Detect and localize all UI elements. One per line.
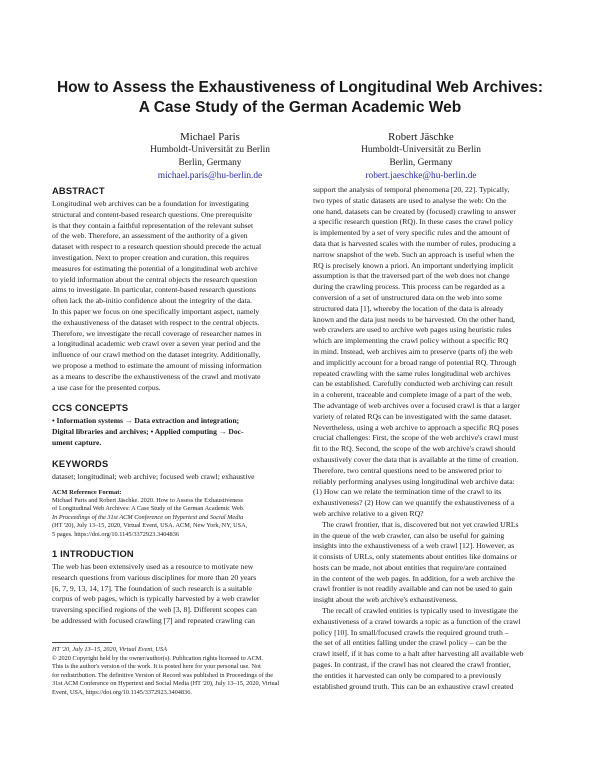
abstract-body	[52, 199, 315, 393]
body-line: (1) How can we relate the termination time of the crawl to its	[313, 487, 502, 497]
body-line: is implemented by a set of very specific rules and the amount of	[313, 228, 510, 238]
body-line: the entities it harvested can only be compared to a previously	[313, 670, 502, 680]
footnote-line: © 2020 Copyright held by the owner/author(s). Publication rights licensed to ACM.	[52, 654, 263, 662]
body-line: conversion of a set of unstructured data on the web into some	[313, 292, 502, 302]
body-line: can be established. Carefully conducted web archiving can result	[313, 379, 513, 389]
body-line: The advantage of web archives over a focused crawl is that a larger	[313, 400, 520, 410]
body-line: in the content of the web pages. In addition, for a web archive the	[313, 573, 515, 583]
right-paragraph-3	[313, 606, 576, 692]
body-line: The recall of crawled entities is typically used to investigate the	[322, 606, 518, 616]
intro-line: research questions from various disciplines for more than 20 years	[52, 572, 257, 582]
body-line: fit to the RQ. Second, the scope of the web archive's crawl should	[313, 444, 516, 454]
author-email[interactable]: robert.jaeschke@hu-berlin.de	[365, 171, 477, 181]
footnote-line: 31st ACM Conference on Hypertext and Social Media (HT '20), July 13–15, 2020, Virtual	[52, 680, 280, 687]
acm-reference-line: (HT '20), July 13–15, 2020, Virtual Event, USA. ACM, New York, NY, USA,	[52, 522, 248, 530]
ccs-line: • Information systems → Data extraction and integration;	[52, 416, 240, 426]
ccs-body	[52, 416, 315, 448]
body-line: known and the data just needs to be harvested. On the other hand,	[313, 314, 515, 324]
introduction-heading: 1 INTRODUCTION	[52, 549, 134, 560]
body-line: in the queue of the web crawler, can also be useful for gaining	[313, 530, 505, 540]
body-line: which are implementing the crawl policy without a specific RQ	[313, 336, 509, 346]
abstract-line: of the web. Therefore, an assessment of the authority of a given	[52, 231, 248, 241]
keywords-heading: KEYWORDS	[52, 458, 109, 469]
abstract-line: Longitudinal web archives can be a foundation for investigating	[52, 199, 249, 208]
body-line: insight about the web archive's exhaustiveness.	[313, 595, 458, 605]
body-line: pages. In contrast, if the crawl has not cleared the crawl frontier,	[313, 660, 511, 670]
acm-reference-line[interactable]: 5 pages. https://doi.org/10.1145/3372923.3404836	[52, 530, 179, 538]
body-line: the set of all entities falling under the crawl policy – can be the	[313, 638, 507, 648]
body-line: The crawl frontier, that is, discovered but not yet crawled URLs	[322, 519, 519, 529]
title-line-2: A Case Study of the German Academic Web	[138, 98, 462, 116]
ccs-line: ument capture.	[52, 437, 102, 447]
body-line: Therefore, two central questions need to be answered prior to	[313, 465, 502, 475]
left-column	[52, 185, 315, 627]
author-block-1	[110, 130, 310, 183]
intro-line: be addressed with focused crawling [7] and repeated crawling can	[52, 616, 255, 626]
abstract-line: to yield information about the central objects the research question	[52, 274, 258, 284]
ccs-heading: CCS CONCEPTS	[52, 403, 129, 414]
abstract-line: the exhaustiveness of the dataset with respect to the central objects.	[52, 317, 260, 327]
body-line: and implicitly account for a broad range of potential RQ. Through	[313, 357, 517, 367]
body-line: variety of related RQs can be investigated with the same dataset.	[313, 411, 512, 421]
body-line: in mind. Instead, web archives aim to preserve (parts of) the web	[313, 346, 513, 356]
body-line: one hand, datasets can be created by (focused) crawling to answer	[313, 206, 516, 216]
author-block-2	[321, 130, 521, 183]
acm-reference-line: of Longitudinal Web Archives: A Case Study of the German Academic Web.	[52, 505, 245, 513]
abstract-line: often lack the ab-initio confidence about the integrity of the data.	[52, 296, 253, 306]
abstract-line: investigation. Next to proper creation and curation, this requires	[52, 252, 249, 262]
body-line: repeated crawling with the same rules longitudinal web archives	[313, 368, 511, 378]
author-affiliation: Humboldt-Universität zu Berlin	[361, 145, 481, 155]
body-line: during the crawling process. This process can be regarded as a	[313, 282, 505, 292]
footnote-line: HT '20, July 13–15, 2020, Virtual Event, USA	[52, 646, 167, 653]
body-line: narrow snapshot of the web. Such an approach is useful when the	[313, 249, 515, 259]
author-affiliation: Humboldt-Universität zu Berlin	[150, 145, 270, 155]
body-line: crucial challenges: First, the scope of the web archive's crawl must	[313, 433, 519, 443]
acm-reference-heading: ACM Reference Format:	[52, 488, 122, 496]
body-line: exhaustively cover the data that is available at the time of creation.	[313, 454, 519, 464]
body-line: it consists of URLs, only statements about entities like domains or	[313, 552, 517, 562]
footnote-line[interactable]: Event, USA, https://doi.org/10.1145/3372923.3404836.	[52, 688, 192, 696]
body-line: support the analysis of temporal phenomena [20, 22]. Typically,	[313, 185, 510, 194]
acm-reference-line: Michael Paris and Robert Jäschke. 2020. How to Assess the Exhaustiveness	[52, 496, 243, 504]
body-line: hosts can be made, not about entities that require/are contained	[313, 562, 507, 572]
body-line: structured data [1], whereby the location of the data is already	[313, 303, 504, 313]
body-line: two types of static datasets are used to analyse the web: On the	[313, 195, 507, 205]
abstract-line: a use case for the presented corpus.	[52, 382, 161, 392]
abstract-line: measures for estimating the potential of a longitudinal web archive	[52, 263, 258, 273]
right-column	[313, 185, 576, 692]
abstract-line: In this paper we focus on one specifically important aspect, namely	[52, 306, 260, 316]
right-paragraph-2	[313, 520, 576, 606]
intro-line: corpus of web pages, which is typically harvested by a web crawler	[52, 594, 260, 604]
abstract-line: dataset with respect to a research question should precede the actual	[52, 242, 262, 252]
abstract-heading: ABSTRACT	[52, 186, 105, 196]
paper-title	[40, 78, 560, 117]
intro-line: traversing specified regions of the web [3, 8]. Different scopes can	[52, 605, 257, 615]
author-name: Michael Paris	[180, 131, 240, 143]
body-line: reliably performing analyses using longitudinal web archive data:	[313, 476, 515, 486]
body-line: Nevertheless, using a web archive to approach a specific RQ poses	[313, 422, 519, 432]
author-location: Berlin, Germany	[178, 158, 242, 168]
footnote-rule	[52, 642, 112, 643]
intro-line: The web has been extensively used as a resource to motivate new	[52, 562, 254, 572]
ccs-line: Digital libraries and archives; • Applied computing → Doc-	[52, 427, 244, 437]
abstract-line: influence of our crawl method on the dataset integrity. Additionally,	[52, 350, 261, 360]
body-line: crawl itself, if it has come to a halt after harvesting all available web	[313, 649, 524, 659]
author-name: Robert Jäschke	[388, 131, 454, 143]
introduction-body	[52, 562, 315, 627]
abstract-line: Therefore, we investigate the recall coverage of researcher names in	[52, 328, 262, 338]
title-line-1: How to Assess the Exhaustiveness of Longitudinal Web Archives:	[56, 79, 544, 96]
body-line: web archive relative to a given RQ?	[313, 508, 424, 518]
keywords-text: dataset; longitudinal; web archive; focused web crawl; exhaustive	[52, 471, 255, 481]
body-line: web crawlers are used to archive web pages using heuristic rules	[313, 325, 512, 335]
author-location: Berlin, Germany	[389, 158, 453, 168]
right-paragraph-1	[313, 185, 576, 520]
acm-reference	[52, 488, 315, 540]
body-line: insights into the exhaustiveness of a web crawl [12]. However, as	[313, 541, 515, 551]
body-line: data that is harvested scales with the number of rules, producing a	[313, 238, 516, 248]
abstract-line: aims to investigate. In particular, content-based research questions	[52, 285, 256, 295]
abstract-line: as a means to describe the exhaustiveness of the crawl and motivate	[52, 371, 261, 381]
footnote-line: for redistribution. The definitive Version of Record was published in Proceedings of the	[52, 671, 273, 679]
intro-line: [6, 7, 9, 13, 14, 17]. The foundation of such research is a suitable	[52, 583, 252, 593]
abstract-line: structural and content-based research questions. One prerequisite	[52, 209, 253, 219]
abstract-line: we propose a method to estimate the amount of missing information	[52, 360, 262, 370]
author-email[interactable]: michael.paris@hu-berlin.de	[157, 171, 263, 181]
acm-reference-line: In Proceedings of the 31st ACM Conference on Hypertext and Social Media	[52, 513, 244, 521]
abstract-line: a longitudinal academic web crawl over a seven year period and the	[52, 339, 261, 349]
abstract-line: is that they contain a faithful representation of the relevant subset	[52, 220, 254, 230]
body-line: a specific research question (RQ). In these cases the crawl policy	[313, 217, 514, 227]
body-line: policy [10]. In small/focused crawls the required ground truth –	[313, 627, 509, 637]
body-line: in a coherent, traceable and complete image of a part of the web.	[313, 390, 512, 400]
body-line: exhaustiveness? (2) How can we quantify the exhaustiveness of a	[313, 498, 515, 508]
body-line: exhaustiveness of a crawl towards a topic as a function of the crawl	[313, 616, 521, 626]
body-line: established ground truth. This can be an exhaustive crawl created	[313, 681, 514, 691]
body-line: crawl frontier is not readily available and can not be used to gain	[313, 584, 513, 594]
copyright-footnote	[52, 642, 315, 697]
body-line: RQ is precisely known a priori. An important underlying implicit	[313, 260, 514, 270]
footnote-line: This is the author's version of the work. It is posted here for your personal use. Not	[52, 663, 261, 670]
body-line: assumption is that the traversed part of the web does not change	[313, 271, 510, 281]
